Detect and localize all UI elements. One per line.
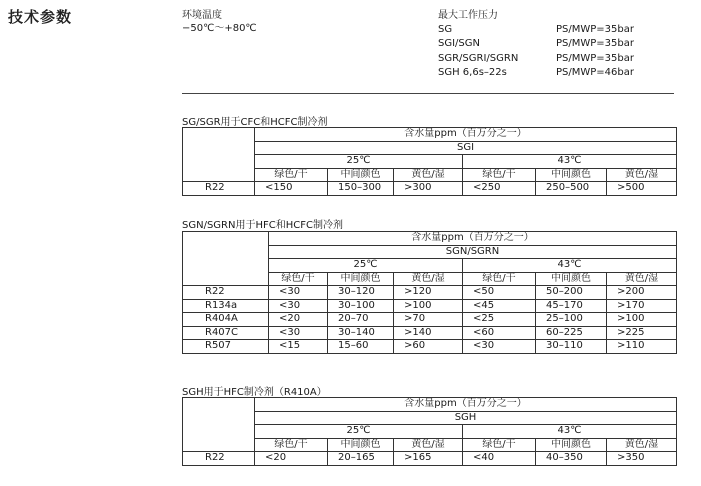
refrigerant-cell: R407C [183, 326, 269, 340]
column-header: 绿色/干 [255, 168, 328, 182]
column-header: 绿色/干 [463, 272, 536, 286]
pressure-model: SGR/SGRI/SGRN [438, 52, 519, 64]
value-cell: <20 [255, 452, 328, 466]
value-cell: 15–60 [328, 340, 394, 354]
moisture-table-sgn [182, 231, 677, 354]
value-cell: >140 [394, 326, 463, 340]
table-row [183, 326, 677, 340]
ambient-label: 环境温度 [182, 10, 222, 21]
value-cell: 25–100 [536, 313, 607, 327]
value-cell: 30–140 [328, 326, 394, 340]
value-cell: 30–100 [328, 299, 394, 313]
value-cell: >100 [607, 313, 677, 327]
pressure-model: SGH 6,6s–22s [438, 66, 507, 78]
value-cell: 40–350 [536, 452, 607, 466]
table-row [183, 313, 677, 327]
column-header: 黄色/湿 [607, 438, 677, 452]
value-cell: <25 [463, 313, 536, 327]
section-divider [182, 93, 674, 94]
column-header: 绿色/干 [255, 438, 328, 452]
temp-header: 43℃ [463, 155, 677, 169]
pressure-value: PS/MWP=35bar [556, 24, 634, 36]
pressure-value: PS/MWP=35bar [556, 52, 634, 64]
column-header: 黄色/湿 [607, 272, 677, 286]
table-row [183, 286, 677, 300]
max-working-pressure [438, 9, 634, 80]
model-header: SGI [255, 141, 677, 155]
model-header: SGN/SGRN [269, 245, 677, 259]
value-cell: >70 [394, 313, 463, 327]
value-cell: >350 [607, 452, 677, 466]
temp-header: 25℃ [269, 259, 463, 273]
value-cell: <45 [463, 299, 536, 313]
column-header: 绿色/干 [463, 438, 536, 452]
value-cell: 30–110 [536, 340, 607, 354]
value-cell: >225 [607, 326, 677, 340]
value-cell: <30 [463, 340, 536, 354]
column-header: 黄色/湿 [394, 438, 463, 452]
model-header: SGH [255, 411, 677, 425]
table-row [183, 452, 677, 466]
refrigerant-cell: R22 [183, 182, 255, 196]
value-cell: <30 [269, 286, 328, 300]
pressure-row [438, 66, 634, 80]
value-cell: 20–70 [328, 313, 394, 327]
pressure-model: SGI/SGN [438, 38, 480, 50]
value-cell: >300 [394, 182, 463, 196]
temp-header: 25℃ [255, 425, 463, 439]
refrigerant-cell: R134a [183, 299, 269, 313]
table-row [183, 299, 677, 313]
table-header: 含水量ppm（百万分之一） [255, 398, 677, 412]
column-header: 黄色/湿 [394, 168, 463, 182]
pressure-label: 最大工作压力 [438, 10, 498, 21]
column-header: 中间颜色 [328, 438, 394, 452]
column-header: 绿色/干 [269, 272, 328, 286]
value-cell: 60–225 [536, 326, 607, 340]
refrigerant-cell: R404A [183, 313, 269, 327]
table-header: 含水量ppm（百万分之一） [269, 232, 677, 246]
value-cell: >500 [607, 182, 677, 196]
value-cell: 50–200 [536, 286, 607, 300]
value-cell: <50 [463, 286, 536, 300]
column-header: 黄色/湿 [607, 168, 677, 182]
table-caption: SGH用于HFC制冷剂（R410A） [182, 387, 327, 398]
value-cell: <15 [269, 340, 328, 354]
temp-header: 43℃ [463, 259, 677, 273]
pressure-value: PS/MWP=35bar [556, 38, 634, 50]
value-cell: >165 [394, 452, 463, 466]
pressure-model: SG [438, 24, 453, 36]
value-cell: 30–120 [328, 286, 394, 300]
refrigerant-cell: R22 [183, 452, 255, 466]
column-header: 中间颜色 [328, 168, 394, 182]
value-cell: >200 [607, 286, 677, 300]
table-header: 含水量ppm（百万分之一） [255, 128, 677, 142]
value-cell: <20 [269, 313, 328, 327]
value-cell: 250–500 [536, 182, 607, 196]
value-cell: >100 [394, 299, 463, 313]
moisture-table-sgi [182, 127, 677, 196]
temp-header: 25℃ [255, 155, 463, 169]
refrigerant-header-cell [183, 232, 269, 286]
value-cell: <250 [463, 182, 536, 196]
temp-header: 43℃ [463, 425, 677, 439]
table-row [183, 182, 677, 196]
column-header: 中间颜色 [536, 168, 607, 182]
page-title: 技术参数 [8, 8, 73, 26]
refrigerant-cell: R22 [183, 286, 269, 300]
table-caption: SGN/SGRN用于HFC和HCFC制冷剂 [182, 220, 343, 231]
refrigerant-header-cell [183, 128, 255, 182]
value-cell: >170 [607, 299, 677, 313]
ambient-range: −50℃～+80℃ [182, 23, 257, 34]
value-cell: 20–165 [328, 452, 394, 466]
table-row [183, 340, 677, 354]
table-caption: SG/SGR用于CFC和HCFC制冷剂 [182, 117, 328, 128]
pressure-row [438, 37, 634, 51]
column-header: 绿色/干 [463, 168, 536, 182]
refrigerant-cell: R507 [183, 340, 269, 354]
column-header: 中间颜色 [536, 438, 607, 452]
column-header: 中间颜色 [328, 272, 394, 286]
refrigerant-header-cell [183, 398, 255, 452]
pressure-row [438, 52, 634, 66]
value-cell: 45–170 [536, 299, 607, 313]
value-cell: 150–300 [328, 182, 394, 196]
value-cell: <40 [463, 452, 536, 466]
value-cell: >60 [394, 340, 463, 354]
moisture-table-sgh [182, 397, 677, 466]
ambient-temperature [182, 9, 257, 35]
value-cell: >120 [394, 286, 463, 300]
column-header: 中间颜色 [536, 272, 607, 286]
column-header: 黄色/湿 [394, 272, 463, 286]
value-cell: <60 [463, 326, 536, 340]
pressure-row [438, 23, 634, 37]
value-cell: <30 [269, 326, 328, 340]
value-cell: <150 [255, 182, 328, 196]
pressure-value: PS/MWP=46bar [556, 66, 634, 78]
value-cell: >110 [607, 340, 677, 354]
value-cell: <30 [269, 299, 328, 313]
